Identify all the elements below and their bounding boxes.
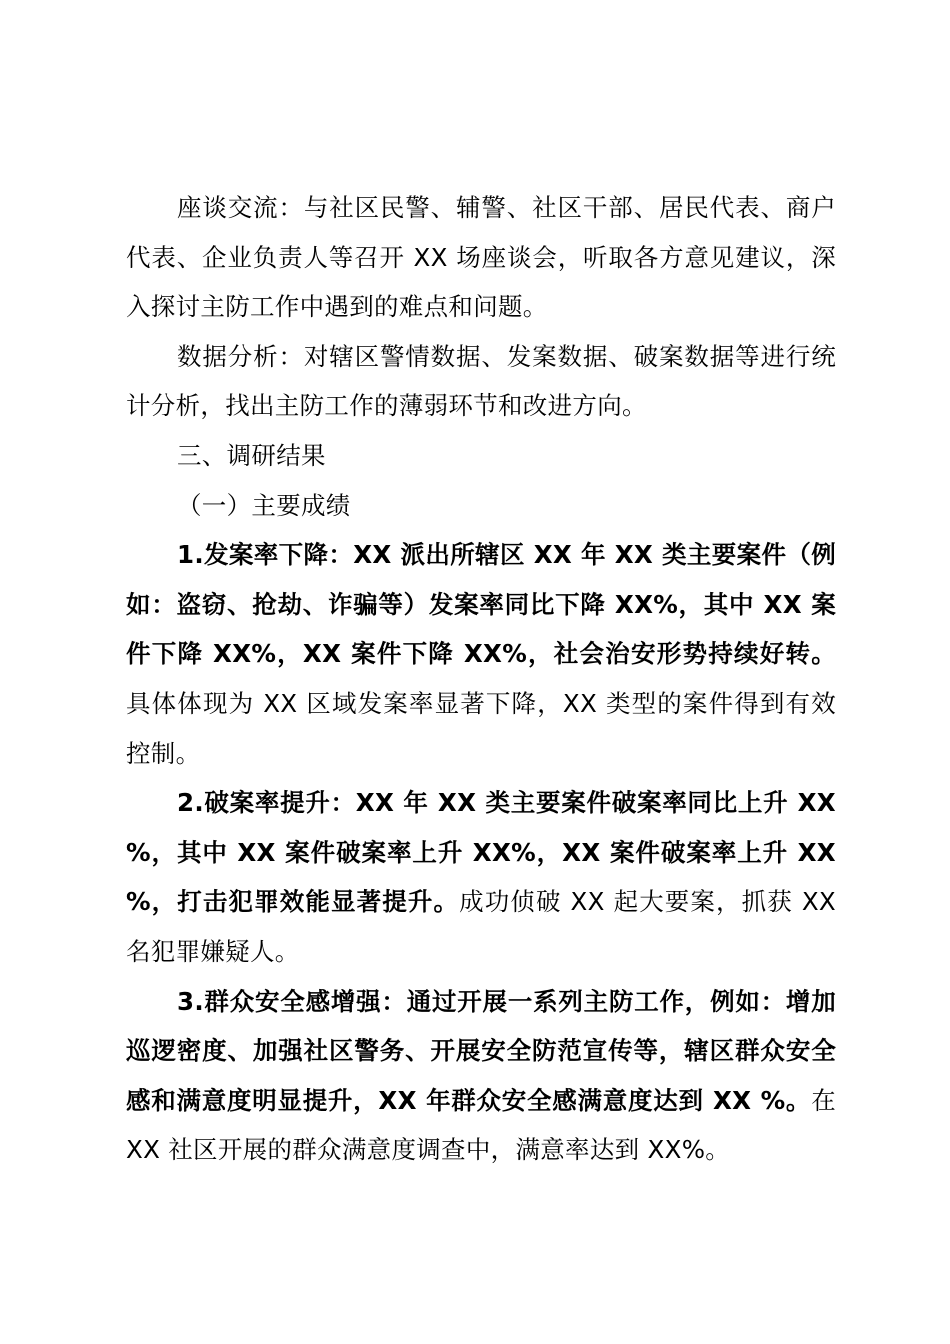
paragraph-solve-rate-increase <box>126 778 836 976</box>
paragraph-symposium <box>126 183 836 332</box>
document-page <box>126 183 836 1175</box>
paragraph-text: 在 XX 社区开展的群众满意度调查中，满意率达到 XX%。 <box>126 1085 836 1165</box>
heading-text: 三、调研结果 <box>177 440 326 470</box>
paragraph-text: 具体体现为 XX 区域发案率显著下降，XX 类型的案件得到有效控制。 <box>126 688 836 768</box>
paragraph-safety-sense <box>126 977 836 1175</box>
paragraph-text: 数据分析：对辖区警情数据、发案数据、破案数据等进行统计分析，找出主防工作的薄弱环节和改进方向。 <box>126 341 836 421</box>
heading-text: （一）主要成绩 <box>177 490 351 520</box>
section-heading-results <box>126 431 836 481</box>
paragraph-text: 成功侦破 XX 起大要案，抓获 XX 名犯罪嫌疑人。 <box>126 887 836 966</box>
bold-lead-text: 1.发案率下降：XX 派出所辖区 XX 年 XX 类主要案件（例如：盗窃、抢劫、诈骗等）发案率同比下降 XX%，其中 XX 案件下降 XX%，XX 案件下降 XX%，社会治安形势持续好转。 <box>126 540 836 669</box>
paragraph-text: 座谈交流：与社区民警、辅警、社区干部、居民代表、商户代表、企业负责人等召开 XX 场座谈会，听取各方意见建议，深入探讨主防工作中遇到的难点和问题。 <box>126 193 836 322</box>
subsection-heading-achievements <box>126 481 836 531</box>
bold-lead-text: 2.破案率提升：XX 年 XX 类主要案件破案率同比上升 XX %，其中 XX 案件破案率上升 XX%，XX 案件破案率上升 XX %，打击犯罪效能显著提升。 <box>126 788 836 917</box>
paragraph-case-rate-decline <box>126 530 836 778</box>
bold-lead-text: 3.群众安全感增强：通过开展一系列主防工作，例如：增加巡逻密度、加强社区警务、开展安全防范宣传等，辖区群众安全感和满意度明显提升，XX 年群众安全感满意度达到 XX %。 <box>126 986 836 1115</box>
paragraph-data-analysis <box>126 332 836 431</box>
